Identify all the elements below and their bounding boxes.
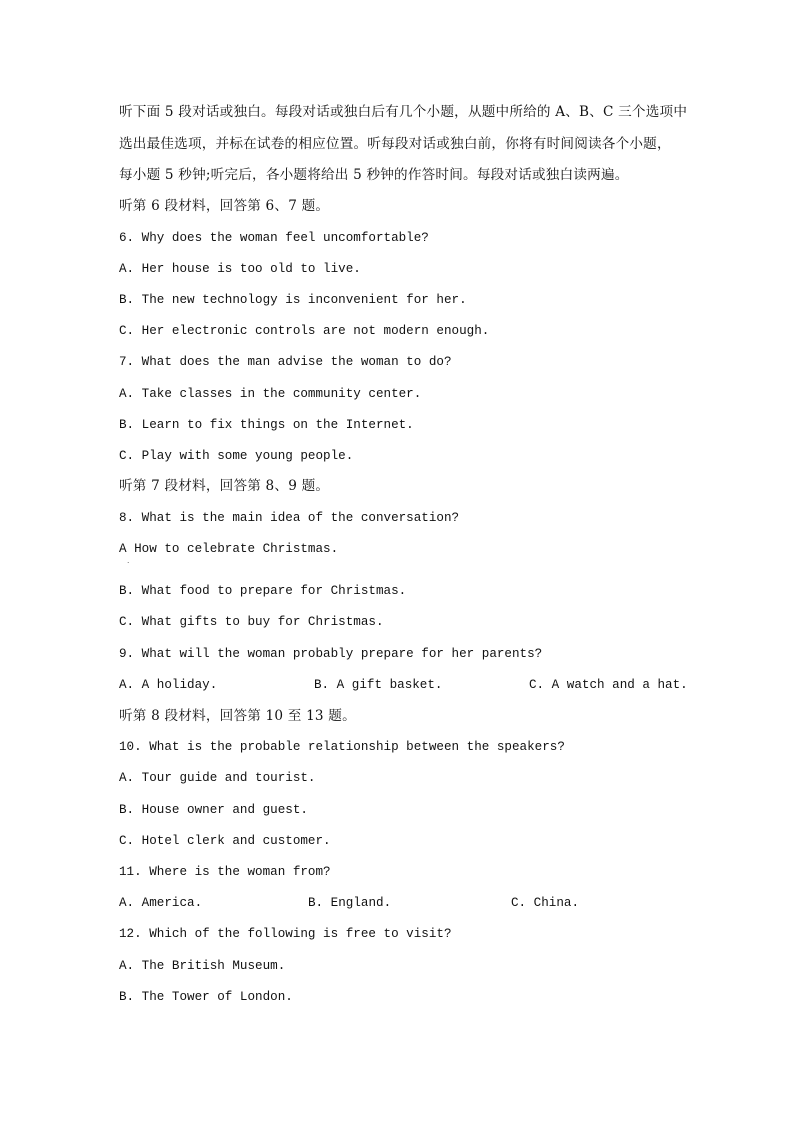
question-8-option-b: B. What food to prepare for Christmas. bbox=[119, 584, 407, 598]
instructions-line-2: 选出最佳选项，并标在试卷的相应位置。听每段对话或独白前，你将有时间阅读各个小题， bbox=[119, 136, 671, 152]
question-8-option-c: C. What gifts to buy for Christmas. bbox=[119, 615, 384, 629]
question-11: 11. Where is the woman from? bbox=[119, 865, 331, 879]
question-10-option-c: C. Hotel clerk and customer. bbox=[119, 834, 331, 848]
question-6-option-a: A. Her house is too old to live. bbox=[119, 262, 361, 276]
question-8: 8. What is the main idea of the conversation? bbox=[119, 511, 460, 525]
question-10-option-a: A. Tour guide and tourist. bbox=[119, 771, 316, 785]
question-9-option-a: A. A holiday. bbox=[119, 678, 218, 692]
question-9: 9. What will the woman probably prepare for her parents? bbox=[119, 647, 543, 661]
question-6-option-b: B. The new technology is inconvenient for her. bbox=[119, 293, 467, 307]
question-12: 12. Which of the following is free to visit? bbox=[119, 927, 452, 941]
section-6-heading: 听第 6 段材料，回答第 6、7 题。 bbox=[119, 198, 330, 214]
question-7: 7. What does the man advise the woman to do? bbox=[119, 355, 452, 369]
question-11-option-b: B. England. bbox=[308, 896, 392, 910]
question-6-option-c: C. Her electronic controls are not modern enough. bbox=[119, 324, 490, 338]
question-12-option-a: A. The British Museum. bbox=[119, 959, 286, 973]
question-10-option-b: B. House owner and guest. bbox=[119, 803, 308, 817]
question-7-option-b: B. Learn to fix things on the Internet. bbox=[119, 418, 414, 432]
question-8-option-a: A How to celebrate Christmas. bbox=[119, 542, 339, 556]
question-9-option-c: C. A watch and a hat. bbox=[529, 678, 688, 692]
question-7-option-c: C. Play with some young people. bbox=[119, 449, 354, 463]
question-6: 6. Why does the woman feel uncomfortable? bbox=[119, 231, 429, 245]
section-7-heading: 听第 7 段材料，回答第 8、9 题。 bbox=[119, 478, 330, 494]
stray-mark: · bbox=[127, 559, 130, 567]
question-12-option-b: B. The Tower of London. bbox=[119, 990, 293, 1004]
question-7-option-a: A. Take classes in the community center. bbox=[119, 387, 422, 401]
instructions-line-1: 听下面 5 段对话或独白。每段对话或独白后有几个小题，从题中所给的 A、B、C 三个选项中 bbox=[119, 104, 688, 120]
question-10: 10. What is the probable relationship between the speakers? bbox=[119, 740, 565, 754]
instructions-line-3: 每小题 5 秒钟;听完后，各小题将给出 5 秒钟的作答时间。每段对话或独白读两遍。 bbox=[119, 167, 629, 183]
question-11-option-c: C. China. bbox=[511, 896, 580, 910]
question-11-option-a: A. America. bbox=[119, 896, 203, 910]
question-9-option-b: B. A gift basket. bbox=[314, 678, 443, 692]
section-8-heading: 听第 8 段材料，回答第 10 至 13 题。 bbox=[119, 708, 356, 724]
